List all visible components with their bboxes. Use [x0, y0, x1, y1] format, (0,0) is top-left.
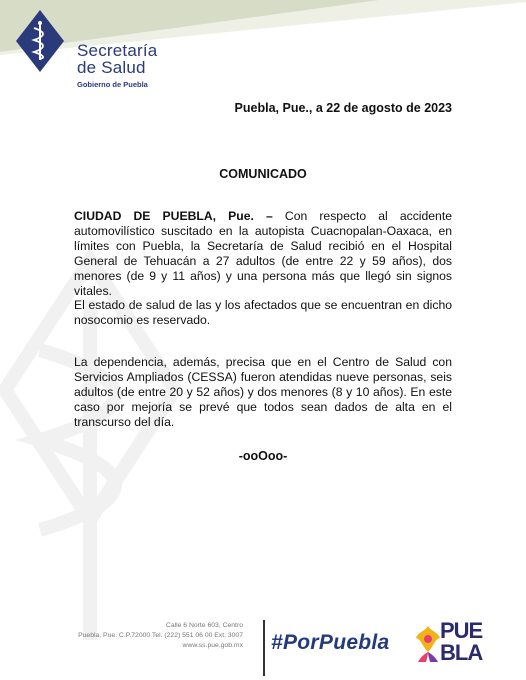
paragraph-1-body: Con respecto al accidente automovilístico suscitado en la autopista Cuacnopalan-Oaxaca, en límites con Puebla, la Secretaría de Salud recibió en el Hospital General de Tehuacán a 27 adultos (de entre 22 y 59 años), dos menores (de 9 y 11 años) y una persona más que llegó sin signos vitales. — [74, 209, 452, 298]
puebla-wordmark-line2: BLA — [440, 640, 483, 665]
hashtag-por-puebla: #PorPuebla — [271, 631, 390, 654]
paragraph-1 — [74, 209, 452, 299]
address-line-1: Calle 6 Norte 603, Centro — [165, 622, 243, 629]
address-line-2: Puebla, Pue. C.P.72000 Tel. (222) 551 06 00 Ext. 3007 — [78, 632, 243, 639]
puebla-wordmark-line1: PUE — [440, 618, 483, 643]
secretaria-salud-logo — [16, 10, 64, 72]
document-date: Puebla, Pue., a 22 de agosto de 2023 — [234, 101, 452, 115]
footer-address — [78, 621, 243, 651]
closing-separator: -ooOoo- — [238, 449, 288, 463]
document-title: COMUNICADO — [219, 167, 307, 181]
logo-line-salud: de Salud — [77, 58, 146, 77]
address-line-3: www.ss.pue.gob.mx — [182, 642, 243, 649]
footer-divider — [263, 620, 265, 676]
logo-wordmark — [77, 42, 157, 89]
paragraph-2: El estado de salud de las y los afectados que se encuentran en dicho nosocomio es reservado. — [74, 298, 452, 327]
puebla-wordmark — [440, 620, 500, 664]
logo-line-gobierno: Gobierno de Puebla — [77, 80, 148, 89]
paragraph-3: La dependencia, además, precisa que en el Centro de Salud con Servicios Ampliados (CESSA) fueron atendidas nueve personas, seis adultos (de entre 20 y 52 años) y dos menores (8 y 10 años). En este caso por mejoría se prevé que todos sean dados de alta en el transcurso del día. — [74, 355, 452, 429]
logo-line-secretaria: Secretaría — [77, 41, 158, 60]
paragraph-1-dateline: CIUDAD DE PUEBLA, Pue. – — [74, 209, 273, 223]
puebla-brand-logo — [412, 620, 492, 670]
